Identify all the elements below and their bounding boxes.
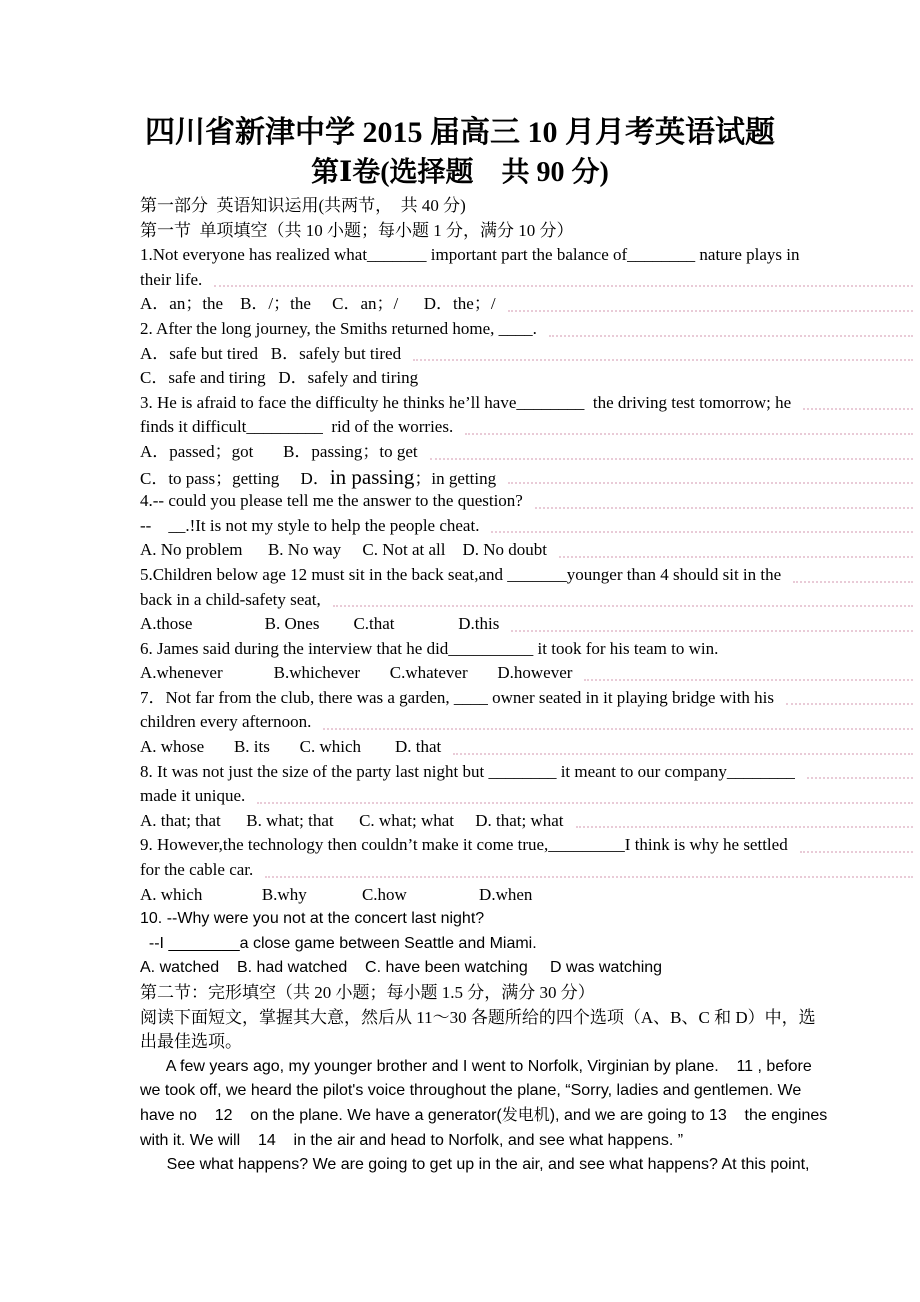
line-text: C．to pass；getting D． [140, 468, 330, 488]
dotted-trail [786, 702, 913, 705]
document-line [140, 932, 915, 957]
line-text: 第一部分 英语知识运用(共两节， 共 40 分) [140, 196, 466, 215]
line-text: C．safe and tiring D．safely and tiring [140, 368, 419, 388]
dotted-trail [257, 801, 913, 804]
document-line [140, 1129, 915, 1154]
document-line [140, 243, 915, 268]
document-line [140, 760, 915, 785]
document-line [140, 981, 915, 1006]
line-text: A．safe but tired B．safely but tired [140, 343, 402, 363]
document-line [140, 563, 915, 588]
document-line [140, 1006, 915, 1031]
document-line [140, 637, 915, 662]
document-line [140, 956, 915, 981]
dotted-trail [549, 334, 913, 337]
line-text: A. No problem B. No way C. Not at all D. No doubt [140, 540, 548, 560]
document-line [140, 366, 915, 391]
document-line [140, 1104, 915, 1129]
document-line [140, 415, 915, 440]
line-text: A．an；the B．/；the C．an；/ D．the；/ [140, 294, 496, 314]
dotted-trail [584, 678, 913, 681]
document-line [140, 342, 915, 367]
line-text: 3. He is afraid to face the difficulty he thinks he’ll have________ the driving test tomorrow; he [140, 392, 792, 412]
document-line [140, 661, 915, 686]
line-text: A. watched B. had watched C. have been watching D was watching [140, 959, 663, 977]
line-text: 2. After the long journey, the Smiths returned home, ____. [140, 318, 537, 338]
document-line [140, 1055, 915, 1080]
line-text: A. which B.why C.how D.when [140, 884, 533, 904]
exam-title: 四川省新津中学 2015 届高三 10 月月考英语试题 [145, 116, 775, 149]
line-text: 5.Children below age 12 must sit in the back seat,and _______younger than 4 should sit in the [140, 564, 782, 584]
line-text: made it unique. [140, 786, 246, 806]
document-line [140, 735, 915, 760]
line-text: children every afternoon. [140, 712, 312, 732]
dotted-trail [265, 875, 913, 878]
line-text: finds it difficult_________ rid of the worries. [140, 417, 454, 437]
document-line [140, 489, 915, 514]
dotted-trail [323, 727, 913, 730]
document-line [140, 268, 915, 293]
document-line [140, 465, 915, 490]
exam-subtitle: 第Ⅰ卷(选择题 共 90 分) [311, 157, 609, 188]
line-text: in passing [329, 464, 415, 489]
line-text: with it. We will 14 in the air and head to Norfolk, and see what happens. ” [140, 1131, 684, 1149]
dotted-trail [535, 506, 913, 509]
line-text: 6. James said during the interview that he did__________ it took for his team to win. [140, 638, 719, 658]
document-line [140, 194, 915, 219]
dotted-trail [453, 752, 913, 755]
document-body [140, 194, 915, 1178]
dotted-trail [333, 604, 913, 607]
line-text: 4.-- could you please tell me the answer to the question? [140, 491, 523, 511]
line-text: A.whenever B.whichever C.whatever D.however [140, 663, 573, 683]
line-text: A．passed；got B．passing；to get [140, 441, 418, 461]
line-text: 出最佳选项。 [140, 1032, 242, 1052]
document-line [140, 833, 915, 858]
dotted-trail [576, 825, 913, 828]
line-text: A. that; that B. what; that C. what; what D. that; what [140, 810, 564, 830]
document-line [140, 538, 915, 563]
dotted-trail [413, 358, 913, 361]
dotted-trail [508, 309, 913, 312]
document-line [140, 514, 915, 539]
line-text: -- __.!It is not my style to help the people cheat. [140, 515, 480, 535]
line-text: See what happens? We are going to get up in the air, and see what happens? At this point, [140, 1156, 810, 1174]
document-line [140, 907, 915, 932]
document-line [140, 858, 915, 883]
dotted-trail [465, 432, 913, 435]
document-line [140, 1153, 915, 1178]
line-text: ；in getting [414, 468, 497, 488]
line-text: back in a child-safety seat, [140, 589, 321, 609]
line-text: 8. It was not just the size of the party last night but ________ it meant to our company________ [140, 761, 795, 781]
line-text: A.those B. Ones C.that D.this [140, 614, 500, 634]
document-line [140, 292, 915, 317]
dotted-trail [559, 555, 913, 558]
document-line [140, 809, 915, 834]
document-line [140, 440, 915, 465]
line-text: 9. However,the technology then couldn’t make it come true,_________I think is why he settled [140, 835, 788, 855]
line-text: have no 12 on the plane. We have a generator(发电机), and we are going to 13 the engines [140, 1106, 828, 1124]
document-line [140, 710, 915, 735]
dotted-trail [803, 407, 913, 410]
line-text: we took off, we heard the pilot's voice throughout the plane, “Sorry, ladies and gentlemen. We [140, 1082, 802, 1100]
line-text: 第二节：完形填空（共 20 小题；每小题 1.5 分，满分 30 分） [140, 983, 595, 1002]
line-text: 10. --Why were you not at the concert last night? [140, 910, 485, 928]
dotted-trail [214, 284, 913, 287]
line-text: A few years ago, my younger brother and I went to Norfolk, Virginian by plane. 11 , before [140, 1057, 812, 1075]
line-text: A. whose B. its C. which D. that [140, 737, 442, 757]
line-text: 7．Not far from the club, there was a garden, ____ owner seated in it playing bridge with his [140, 687, 775, 707]
document-line [140, 219, 915, 244]
line-text: 第一节 单项填空（共 10 小题；每小题 1 分，满分 10 分） [140, 220, 574, 240]
dotted-trail [491, 530, 913, 533]
dotted-trail [430, 457, 913, 460]
document-line [140, 1079, 915, 1104]
line-text: 阅读下面短文，掌握其大意，然后从 11～30 各题所给的四个选项（A、B、C 和 D）中，选 [140, 1007, 816, 1027]
document-line [140, 1030, 915, 1055]
document-line [140, 612, 915, 637]
document-line [140, 686, 915, 711]
document-line [140, 784, 915, 809]
dotted-trail [793, 580, 913, 583]
document-line [140, 883, 915, 908]
document-line [140, 588, 915, 613]
document-line [140, 391, 915, 416]
line-text: for the cable car. [140, 860, 254, 880]
dotted-trail [807, 776, 913, 779]
line-text: their life. [140, 269, 203, 289]
line-text: --I ________a close game between Seattle and Miami. [140, 934, 537, 952]
line-text: 1.Not everyone has realized what_______ important part the balance of________ nature plays in [140, 245, 800, 265]
document-line [140, 317, 915, 342]
dotted-trail [508, 481, 913, 484]
dotted-trail [800, 850, 913, 853]
dotted-trail [511, 629, 913, 632]
